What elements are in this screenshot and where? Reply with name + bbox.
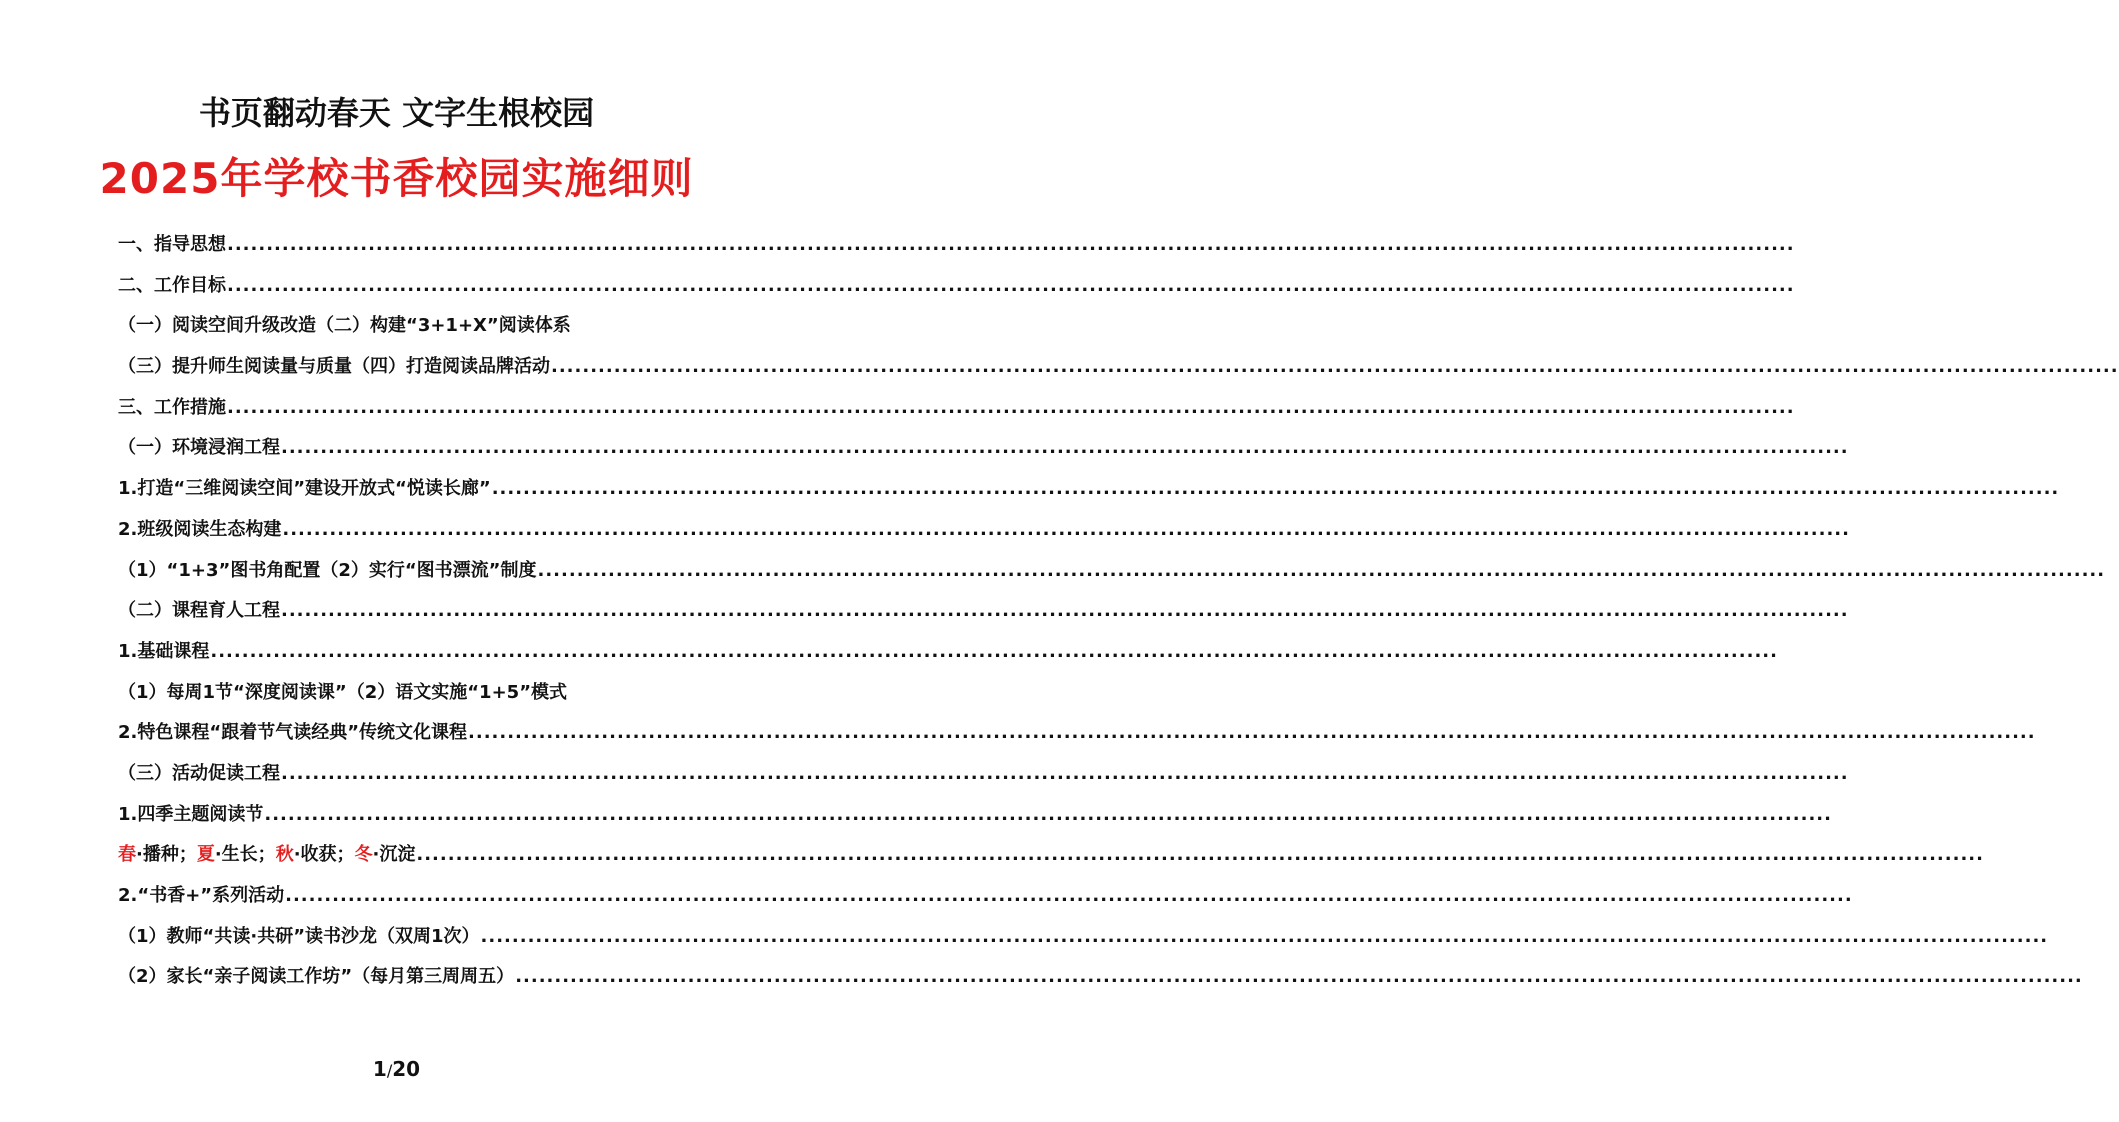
toc-entry [118, 556, 2106, 597]
toc-entry [118, 718, 2036, 759]
toc-leader-dots: ........................................................................................................................................................................................................ [227, 274, 1795, 296]
toc-entry-text: （2）家长“亲子阅读工作坊”（每月第三周周五） [118, 966, 515, 988]
total-pages: 20 [392, 1057, 421, 1081]
toc-entry-text: 二、工作目标 [118, 274, 226, 296]
toc-entry-text: 一、指导思想 [118, 234, 226, 255]
toc-entry-text: 三、工作措施 [118, 396, 226, 418]
toc-entry [118, 311, 660, 352]
toc-leader-dots: ........................................................................................................................................................................................................ [480, 925, 2049, 947]
toc-leader-dots: ........................................................................................................................................................................................................ [281, 762, 1849, 784]
toc-entry [118, 474, 2060, 515]
toc-entry [118, 922, 2049, 963]
toc-entry [118, 596, 1849, 637]
page-separator: / [386, 1061, 393, 1080]
toc-entry [118, 433, 1849, 474]
toc-entry-text: （1）教师“共读·共研”读书沙龙（双周1次） [118, 925, 480, 947]
toc-entry-text: （二）课程育人工程 [118, 600, 280, 622]
season-name: 夏 [196, 844, 215, 866]
toc-leader-dots: ........................................................................................................................................................................................................ [281, 600, 1849, 622]
toc-entry [118, 800, 1832, 841]
toc-entry [118, 352, 2119, 393]
toc-leader-dots: ........................................................................................................................................................................................................ [491, 478, 2060, 500]
toc-entry-text: 1.基础课程 [118, 640, 210, 662]
toc-entry [118, 962, 2083, 1003]
toc-entry [118, 515, 1850, 556]
toc-entry-text: （1）“1+3”图书角配置（2）实行“图书漂流”制度 [118, 559, 537, 581]
toc-leader-dots: ........................................................................................................................................................................................................ [281, 437, 1849, 459]
toc-leader-dots: ........................................................................................................................................................................................................ [416, 844, 1984, 866]
season-action: ·收获； [293, 844, 355, 866]
toc-entry-text: （一）环境浸润工程 [118, 437, 280, 459]
table-of-contents [118, 230, 2119, 1003]
toc-leader-dots: ........................................................................................................................................................................................................ [227, 234, 1795, 255]
toc-entry [118, 759, 1849, 800]
season-action: ·播种； [136, 844, 197, 866]
toc-leader-dots: ........................................................................................................................................................................................................ [515, 966, 2083, 988]
toc-entry [118, 271, 1795, 312]
toc-entry-text: 1.四季主题阅读节 [118, 803, 264, 825]
toc-entry-text: （三）活动促读工程 [118, 762, 280, 784]
toc-entry [118, 393, 1795, 434]
toc-leader-dots: ........................................................................................................................................................................................................ [285, 885, 1853, 906]
toc-entry-text: （三）提升师生阅读量与质量（四）打造阅读品牌活动 [118, 356, 550, 378]
toc-leader-dots: ........................................................................................................................................................................................................ [227, 396, 1795, 418]
toc-entry-text: （一）阅读空间升级改造（二）构建“3+1+X”阅读体系 [118, 315, 571, 337]
toc-entry [118, 881, 1853, 922]
toc-entry [118, 637, 1778, 678]
toc-entry [118, 678, 660, 719]
toc-entry [118, 840, 1984, 881]
toc-entry-text: 1.打造“三维阅读空间”建设开放式“悦读长廊” [118, 478, 491, 500]
season-name: 秋 [275, 844, 294, 866]
document-title: 2025年学校书香校园实施细则 [99, 154, 694, 203]
season-name: 冬 [354, 844, 373, 866]
toc-leader-dots: ........................................................................................................................................................................................................ [282, 518, 1850, 540]
toc-leader-dots: ........................................................................................................................................................................................................ [264, 803, 1832, 825]
toc-entry-text: 2.特色课程“跟着节气读经典”传统文化课程 [118, 722, 468, 744]
season-name: 春 [118, 844, 136, 866]
toc-leader-dots: ........................................................................................................................................................................................................ [551, 356, 2119, 378]
toc-leader-dots: ........................................................................................................................................................................................................ [468, 722, 2036, 744]
toc-entry-text [118, 840, 415, 866]
season-action: ·生长； [214, 844, 276, 866]
season-action: ·沉淀 [372, 844, 416, 866]
toc-leader-dots: ........................................................................................................................................................................................................ [210, 640, 1778, 662]
page-number [0, 1057, 793, 1081]
toc-entry-text: 2.“书香+”系列活动 [118, 885, 285, 906]
toc-entry [118, 230, 1795, 271]
toc-entry-text: （1）每周1节“深度阅读课”（2）语文实施“1+5”模式 [118, 681, 568, 703]
current-page: 1 [372, 1057, 387, 1081]
toc-leader-dots: ........................................................................................................................................................................................................ [537, 559, 2106, 581]
document-subtitle: 书页翻动春天 文字生根校园 [198, 94, 595, 132]
toc-entry-text: 2.班级阅读生态构建 [118, 518, 282, 540]
